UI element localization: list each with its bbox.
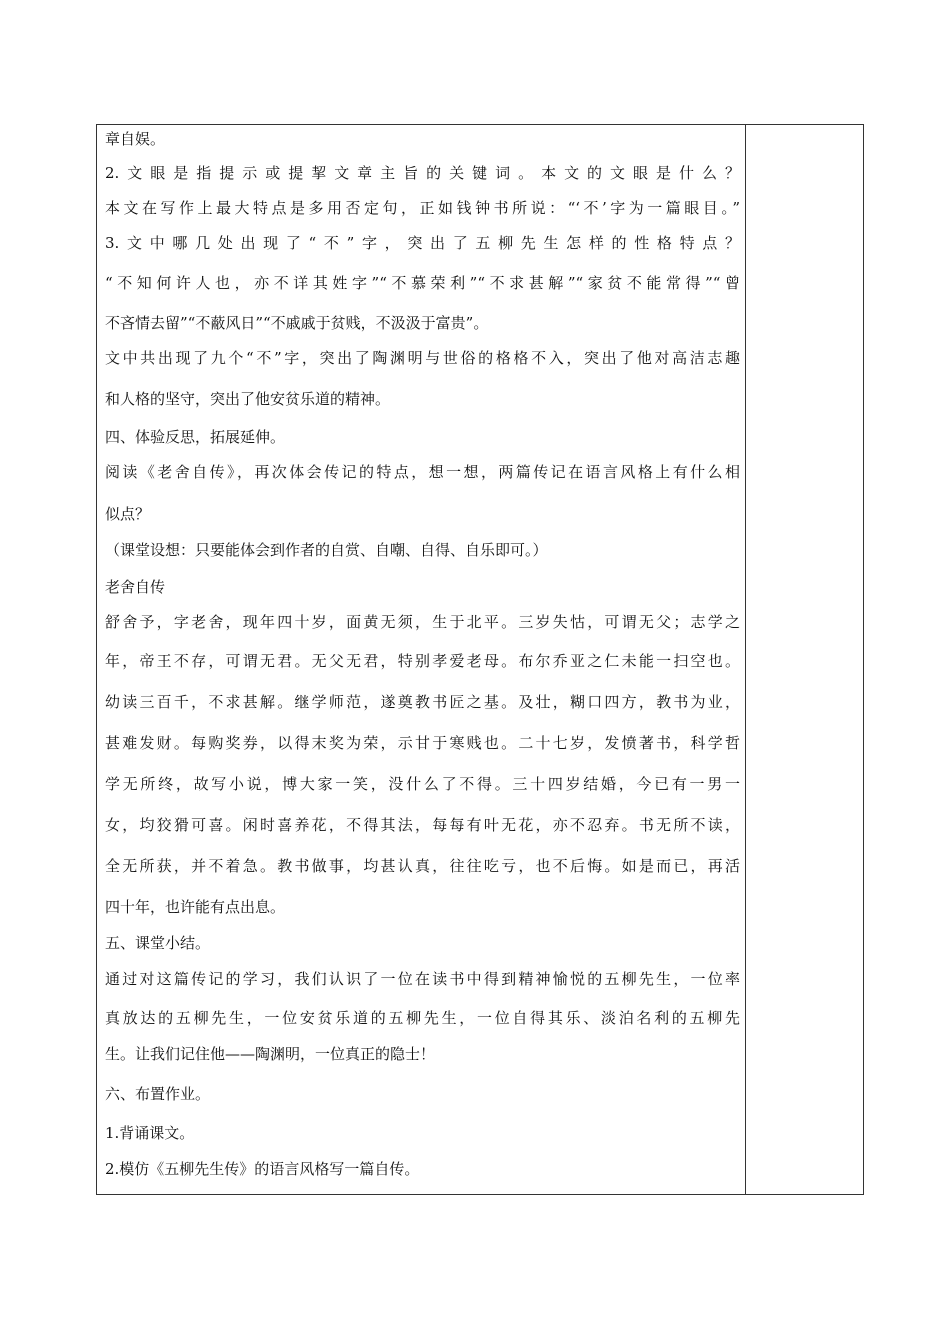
text-line: 章自娱。 bbox=[105, 130, 166, 148]
text-line: “不知何许人也，亦不详其姓字”“不慕荣利”“不求甚解”“家贫不能常得”“曾 bbox=[105, 274, 740, 292]
passage-title: 老舍自传 bbox=[105, 578, 166, 596]
text-line: 生。让我们记住他——陶渊明，一位真正的隐士！ bbox=[105, 1045, 436, 1063]
text-line: 甚难发财。每购奖券，以得末奖为荣，示甘于寒贱也。二十七岁，发愤著书，科学哲 bbox=[105, 734, 740, 752]
text-line: 1.背诵课文。 bbox=[105, 1124, 195, 1142]
text-line: 通过对这篇传记的学习，我们认识了一位在读书中得到精神愉悦的五柳先生，一位率 bbox=[105, 970, 740, 988]
text-line: 舒舍予，字老舍，现年四十岁，面黄无须，生于北平。三岁失怙，可谓无父；志学之 bbox=[105, 613, 740, 631]
text-line: 2.模仿《五柳先生传》的语言风格写一篇自传。 bbox=[105, 1160, 420, 1178]
text-line: 女，均狡猾可喜。闲时喜养花，不得其法，每每有叶无花，亦不忍弃。书无所不读， bbox=[105, 816, 740, 834]
text-line: 文中共出现了九个“不”字，突出了陶渊明与世俗的格格不入，突出了他对高洁志趣 bbox=[105, 349, 740, 367]
notes-cell bbox=[746, 125, 863, 1194]
text-line: 本文在写作上最大特点是多用否定句，正如钱钟书所说：“‘不’字为一篇眼目。” bbox=[105, 199, 740, 217]
section-heading: 六、布置作业。 bbox=[105, 1085, 211, 1103]
text-line: 和人格的坚守，突出了他安贫乐道的精神。 bbox=[105, 390, 391, 408]
section-heading: 四、体验反思，拓展延伸。 bbox=[105, 428, 286, 446]
text-line: 阅读《老舍自传》，再次体会传记的特点，想一想，两篇传记在语言风格上有什么相 bbox=[105, 463, 740, 481]
content-cell bbox=[97, 125, 746, 1194]
text-line: 3.文中哪几处出现了“不”字，突出了五柳先生怎样的性格特点？ bbox=[105, 234, 740, 252]
text-line: 年，帝王不存，可谓无君。无父无君，特别孝爱老母。布尔乔亚之仁未能一扫空也。 bbox=[105, 652, 740, 670]
text-line: 不吝情去留”“不蔽风日”“不戚戚于贫贱，不汲汲于富贵”。 bbox=[105, 314, 489, 332]
text-line: 2.文眼是指提示或提挈文章主旨的关键词。本文的文眼是什么？ bbox=[105, 164, 740, 182]
text-line: 四十年，也许能有点出息。 bbox=[105, 898, 286, 916]
section-heading: 五、课堂小结。 bbox=[105, 934, 211, 952]
text-line: 真放达的五柳先生，一位安贫乐道的五柳先生，一位自得其乐、淡泊名利的五柳先 bbox=[105, 1009, 740, 1027]
text-line: 学无所终，故写小说，博大家一笑，没什么了不得。三十四岁结婚，今已有一男一 bbox=[105, 775, 740, 793]
lesson-table bbox=[96, 124, 864, 1195]
text-line: 全无所获，并不着急。教书做事，均甚认真，往往吃亏，也不后悔。如是而已，再活 bbox=[105, 857, 740, 875]
text-line: 似点？ bbox=[105, 505, 151, 523]
text-line: 幼读三百千，不求甚解。继学师范，遂奠教书匠之基。及壮，糊口四方，教书为业， bbox=[105, 693, 740, 711]
text-line: （课堂设想：只要能体会到作者的自赏、自嘲、自得、自乐即可。） bbox=[105, 541, 548, 559]
